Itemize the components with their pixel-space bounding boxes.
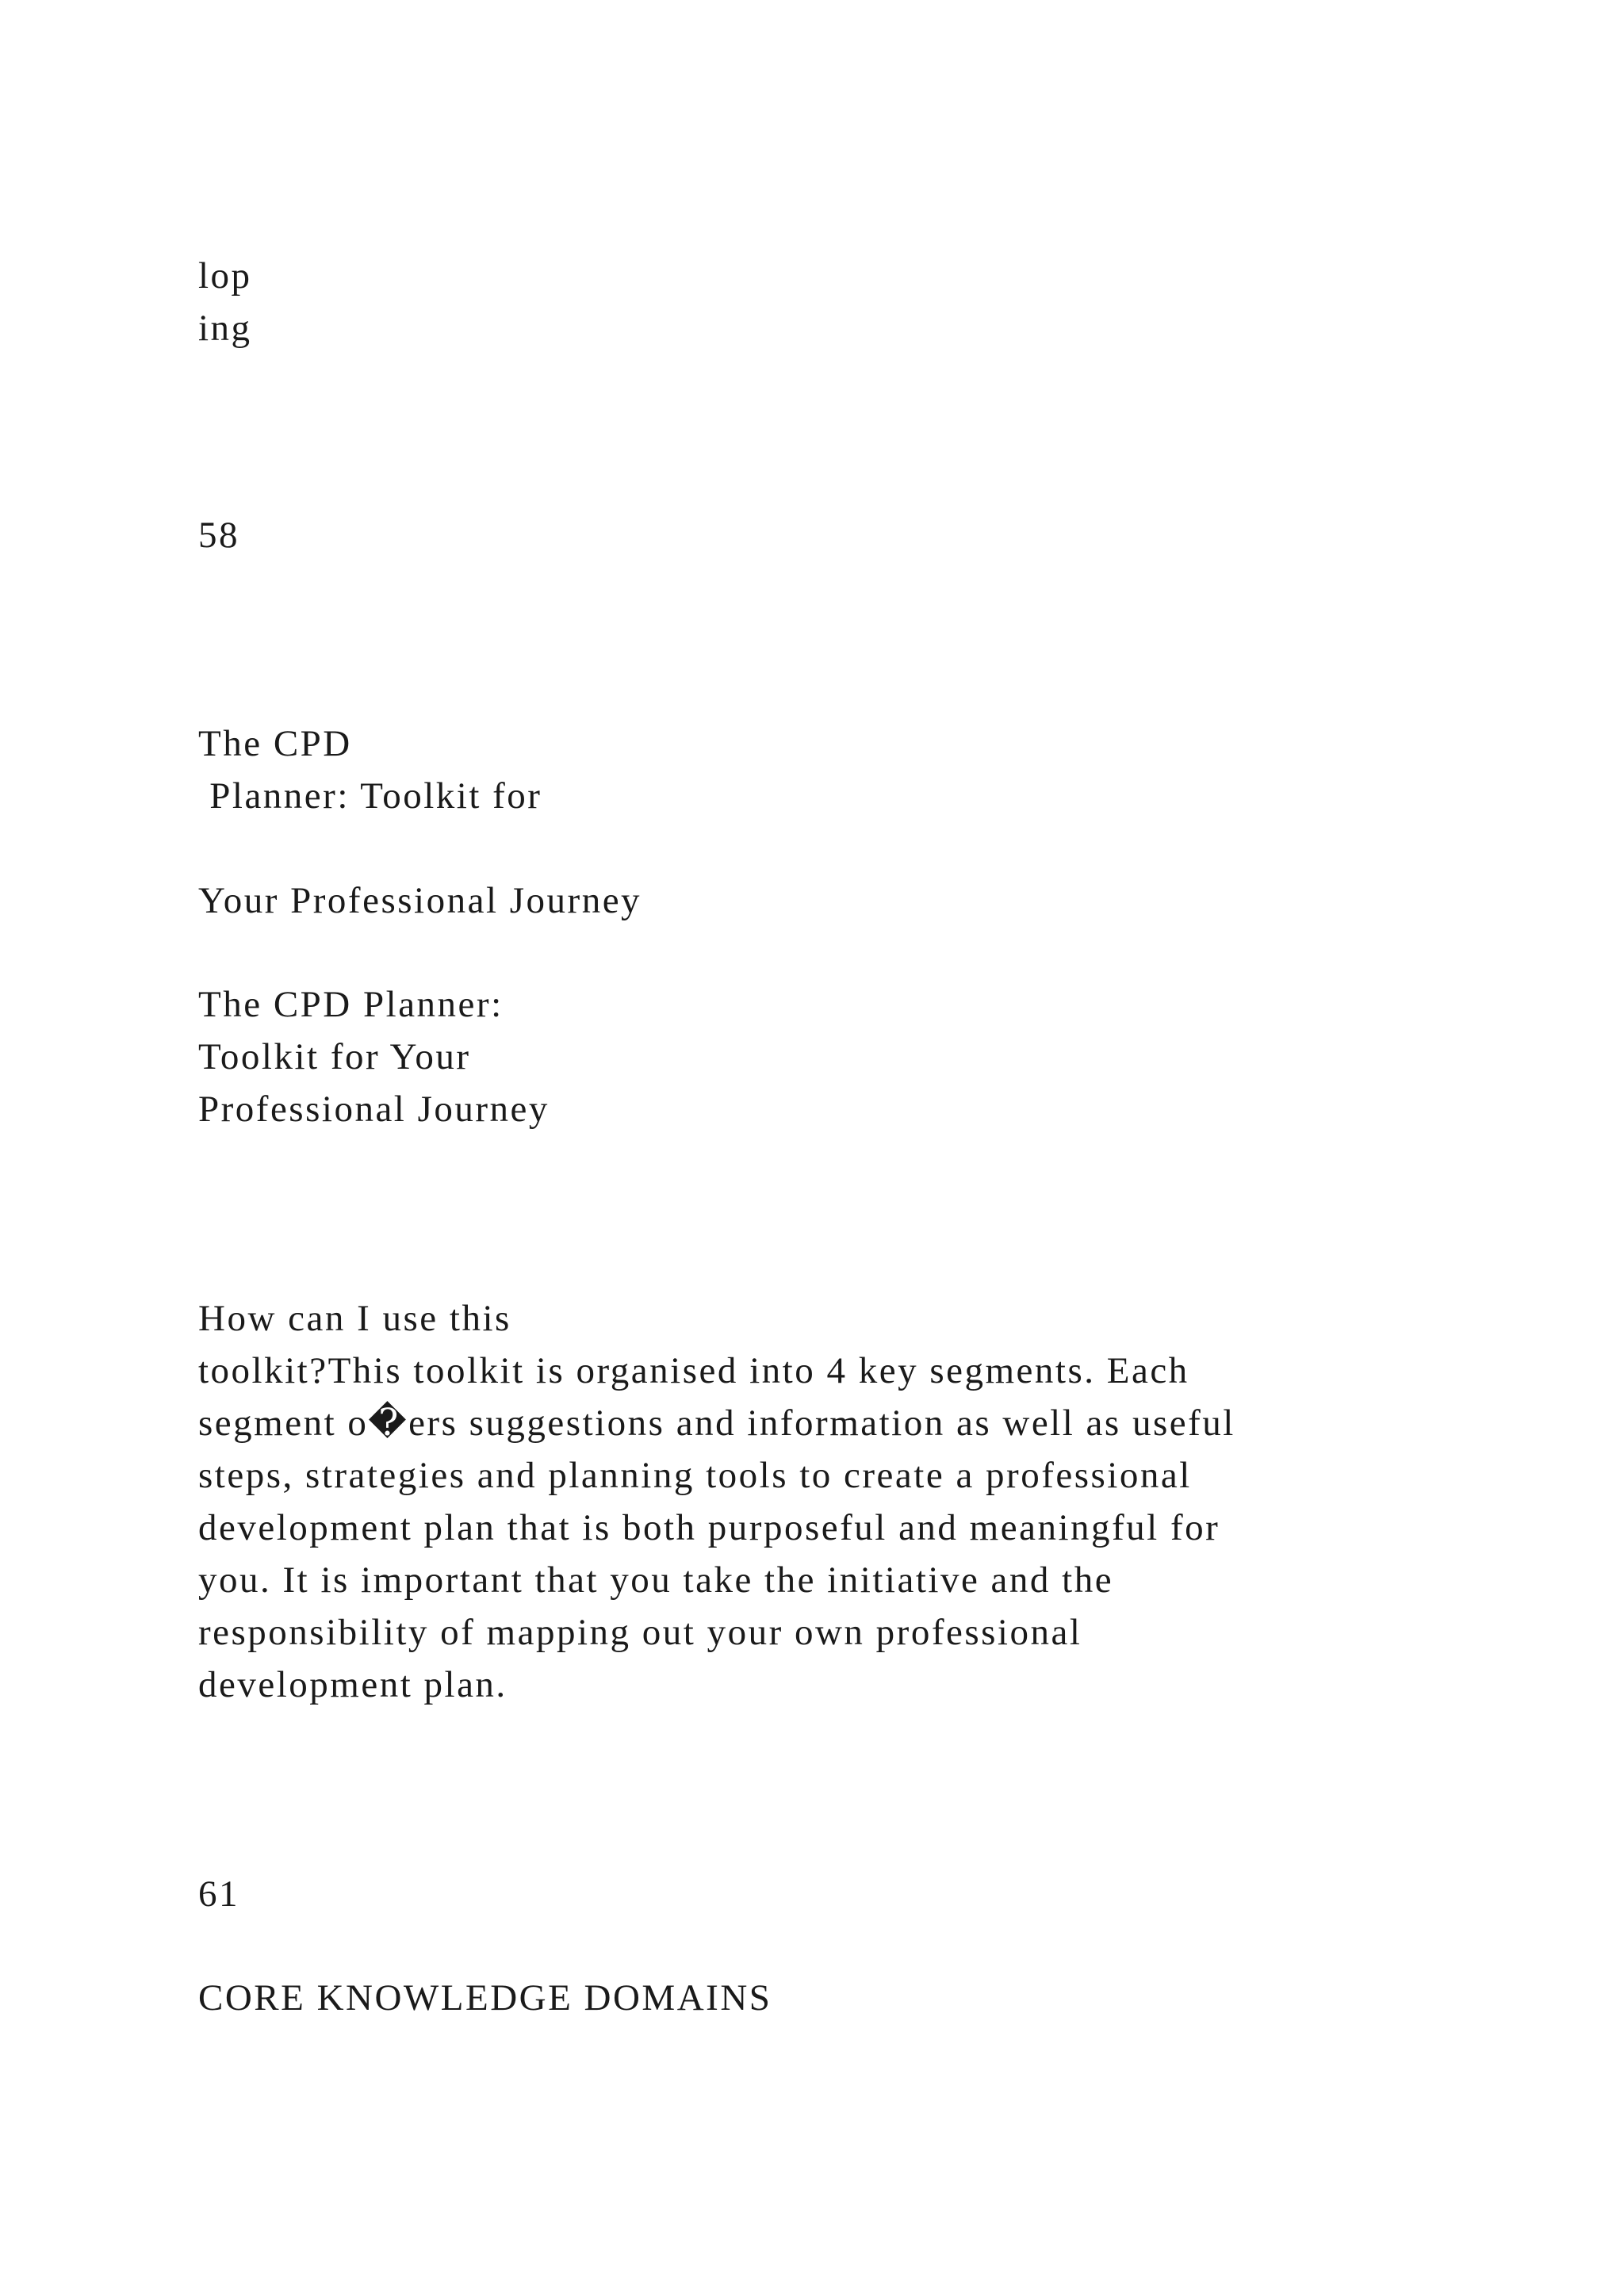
heading-short-line: Planner: Toolkit for [198,775,542,817]
paragraph-line: development plan. [198,1664,508,1705]
heading-short-line: Your Professional Journey [198,880,642,921]
fragment-line: lop [198,255,252,297]
heading-full-line: Professional Journey [198,1089,550,1130]
paragraph-line: responsibility of mapping out your own professional [198,1612,1082,1653]
paragraph-line: segment o�ers suggestions and information as well as useful [198,1402,1235,1444]
paragraph-line: steps, strategies and planning tools to create a professional [198,1455,1192,1496]
heading-short-line: The CPD [198,723,352,764]
fragment-line: ing [198,308,252,349]
heading-full-line: The CPD Planner: [198,984,504,1025]
page-number: 58 [198,515,239,556]
paragraph-line: development plan that is both purposeful and meaningful for [198,1507,1220,1548]
section-title: CORE KNOWLEDGE DOMAINS [198,1977,772,2019]
paragraph-line: you. It is important that you take the initiative and the [198,1559,1114,1601]
page-number: 61 [198,1873,239,1915]
paragraph-line: toolkit?This toolkit is organised into 4 key segments. Each [198,1350,1189,1391]
section-heading: How can I use this [198,1298,511,1339]
heading-full-line: Toolkit for Your [198,1036,471,1077]
